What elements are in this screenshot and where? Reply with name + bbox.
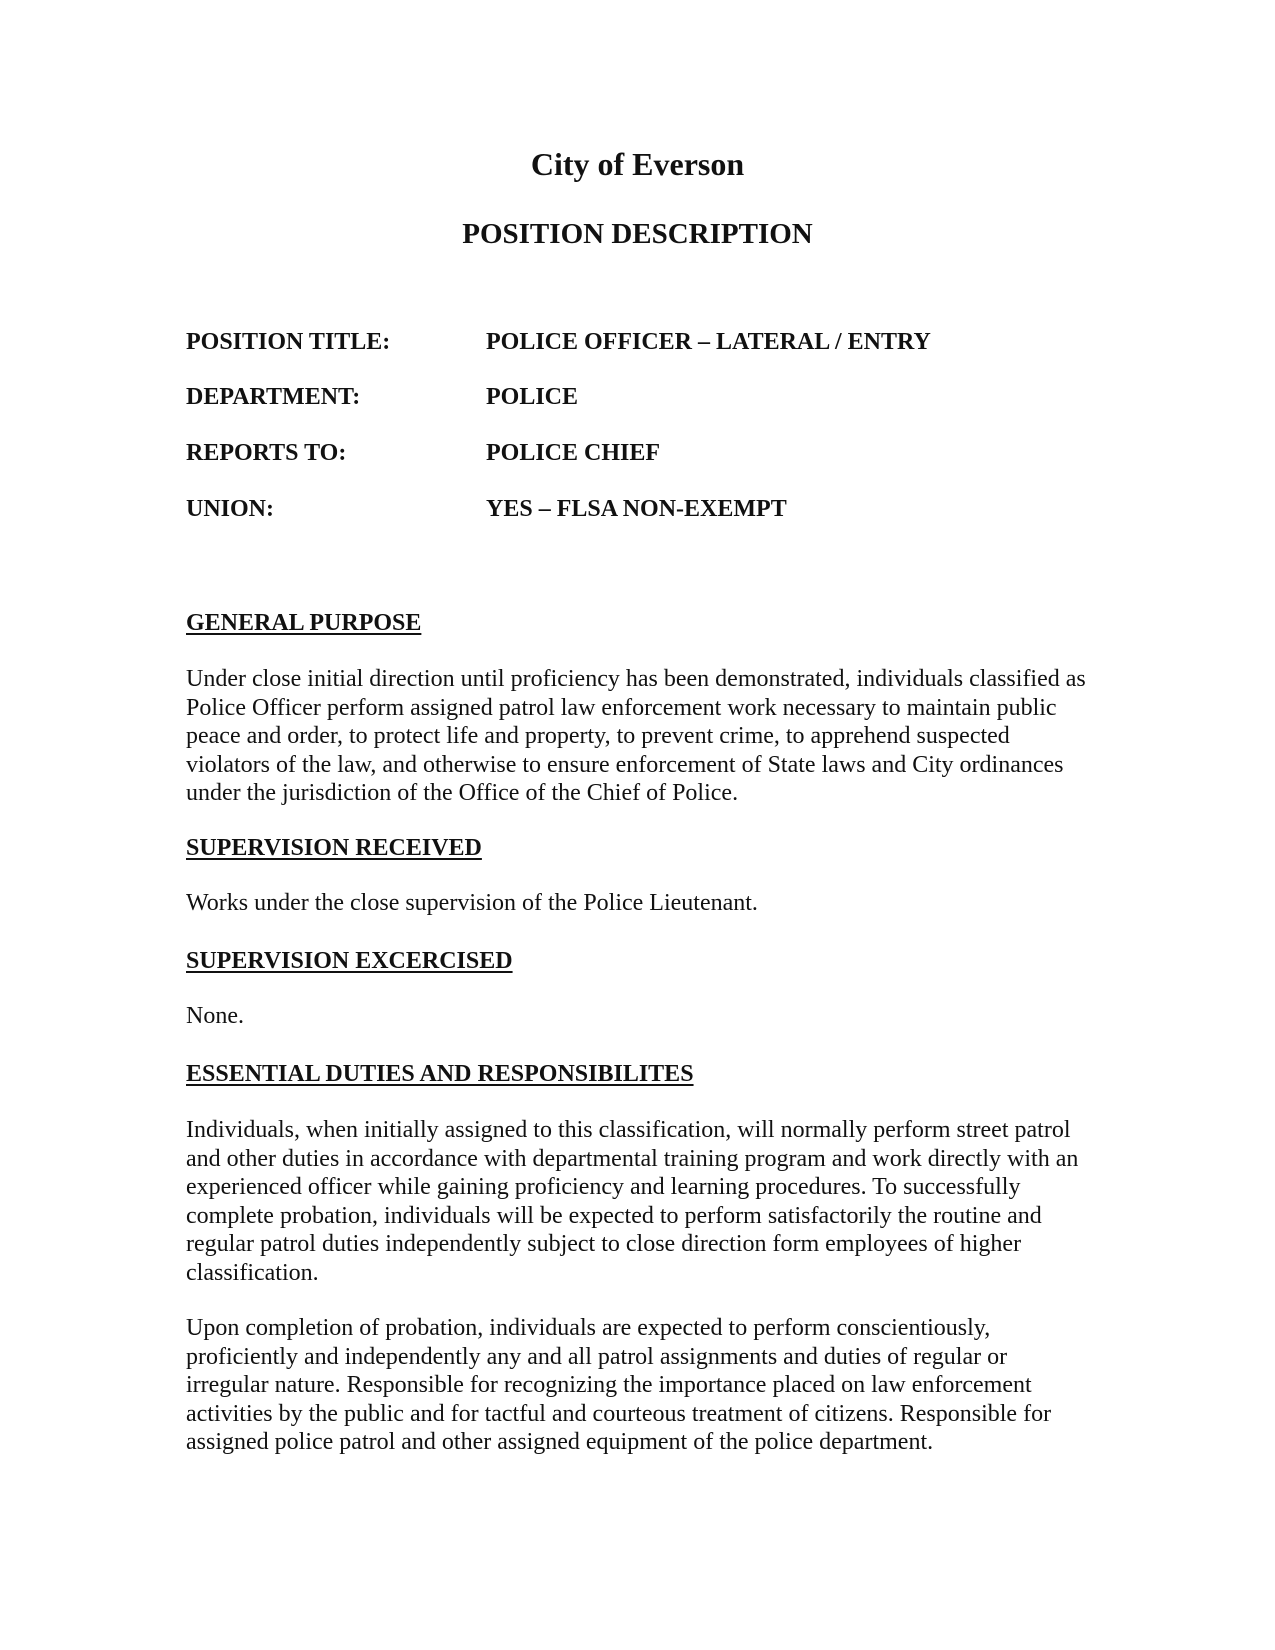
field-value: POLICE	[486, 384, 579, 410]
document-type-title: POSITION DESCRIPTION	[462, 218, 813, 250]
heading-essential-duties: ESSENTIAL DUTIES AND RESPONSIBILITES	[186, 1061, 694, 1087]
field-label: REPORTS TO:	[186, 440, 347, 466]
field-union	[186, 494, 1086, 524]
heading-general-purpose: GENERAL PURPOSE	[186, 610, 422, 636]
field-position-title	[186, 327, 1086, 357]
heading-supervision-received: SUPERVISION RECEIVED	[186, 835, 482, 861]
heading-supervision-exercised: SUPERVISION EXCERCISED	[186, 948, 513, 974]
field-label: DEPARTMENT:	[186, 384, 361, 410]
field-value: POLICE OFFICER – LATERAL / ENTRY	[486, 329, 931, 355]
field-value: POLICE CHIEF	[486, 440, 661, 466]
supervision-received-text: Works under the close supervision of the Police Lieutenant.	[186, 890, 758, 916]
field-label: POSITION TITLE:	[186, 329, 391, 355]
essential-duties-paragraph-2: Upon completion of probation, individuals are expected to perform conscientiously, proficiently and independently any and all patrol assignments and duties of regular or irregular nature. Responsible for recognizing the importance placed on law enforcement activities by the public and for tactful and courteous treatment of citizens. Responsible for assigned police patrol and other assigned equipment of the police department.	[186, 1315, 1052, 1455]
general-purpose-text: Under close initial direction until proficiency has been demonstrated, individuals classified as Police Officer perform assigned patrol law enforcement work necessary to maintain public peace and order, to protect life and property, to prevent crime, to apprehend suspected violators of the law, and otherwise to ensure enforcement of State laws and City ordinances under the jurisdiction of the Office of the Chief of Police.	[186, 666, 1086, 806]
field-reports-to	[186, 438, 1086, 468]
field-label: UNION:	[186, 496, 274, 522]
field-department	[186, 382, 1086, 412]
field-value: YES – FLSA NON-EXEMPT	[486, 496, 787, 522]
essential-duties-paragraph-1: Individuals, when initially assigned to this classification, will normally perform street patrol and other duties in accordance with departmental training program and work directly with an experienced officer while gaining proficiency and learning procedures. To successfully complete probation, individuals will be expected to perform satisfactorily the routine and regular patrol duties independently subject to close direction form employees of higher classification.	[186, 1117, 1079, 1286]
supervision-exercised-text: None.	[186, 1003, 244, 1029]
document-city-title: City of Everson	[530, 146, 745, 182]
